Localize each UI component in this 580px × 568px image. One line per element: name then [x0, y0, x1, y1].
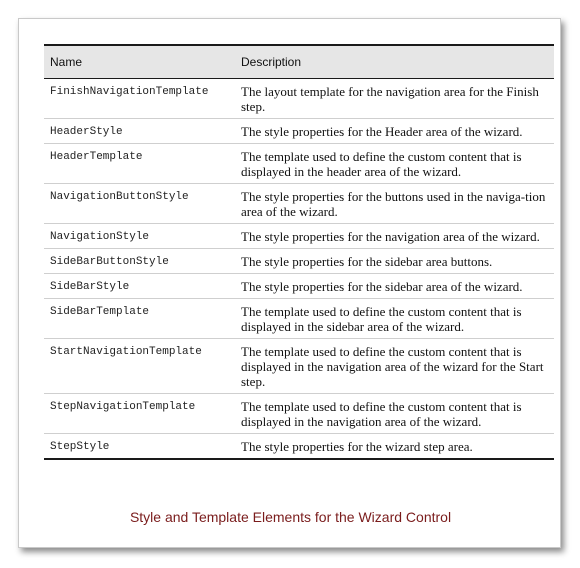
property-description: The template used to define the custom content that is displayed in the sidebar area of the wizard.: [235, 299, 554, 339]
property-name: SideBarTemplate: [44, 299, 235, 339]
property-name: NavigationStyle: [44, 224, 235, 249]
property-name: StepStyle: [44, 434, 235, 460]
table-row: [44, 184, 554, 224]
property-description: The template used to define the custom content that is displayed in the navigation area of the wizard.: [235, 394, 554, 434]
table-row: [44, 394, 554, 434]
column-header-description: Description: [235, 45, 554, 79]
property-description: The style properties for the navigation area of the wizard.: [235, 224, 554, 249]
table-header: [44, 45, 554, 79]
property-name: StartNavigationTemplate: [44, 339, 235, 394]
figure-frame: [18, 18, 561, 548]
table-row: [44, 274, 554, 299]
property-name: SideBarButtonStyle: [44, 249, 235, 274]
property-description: The style properties for the buttons used in the naviga-tion area of the wizard.: [235, 184, 554, 224]
table-row: [44, 249, 554, 274]
property-name: NavigationButtonStyle: [44, 184, 235, 224]
table-row: [44, 224, 554, 249]
figure-caption: Style and Template Elements for the Wizard Control: [129, 509, 452, 525]
table-row: [44, 299, 554, 339]
table-row: [44, 79, 554, 119]
properties-table: [44, 44, 554, 460]
table-row: [44, 119, 554, 144]
property-description: The layout template for the navigation area for the Finish step.: [235, 79, 554, 119]
table-row: [44, 339, 554, 394]
property-description: The style properties for the Header area of the wizard.: [235, 119, 554, 144]
property-name: SideBarStyle: [44, 274, 235, 299]
property-description: The style properties for the sidebar area of the wizard.: [235, 274, 554, 299]
table-body: [44, 79, 554, 460]
property-name: StepNavigationTemplate: [44, 394, 235, 434]
property-description: The style properties for the wizard step area.: [235, 434, 554, 460]
property-name: HeaderStyle: [44, 119, 235, 144]
property-name: FinishNavigationTemplate: [44, 79, 235, 119]
property-description: The template used to define the custom content that is displayed in the header area of the wizard.: [235, 144, 554, 184]
table-row: [44, 434, 554, 460]
table-row: [44, 144, 554, 184]
property-description: The style properties for the sidebar area buttons.: [235, 249, 554, 274]
property-description: The template used to define the custom content that is displayed in the navigation area of the wizard for the Start step.: [235, 339, 554, 394]
property-name: HeaderTemplate: [44, 144, 235, 184]
column-header-name: Name: [44, 45, 235, 79]
table-header-row: [44, 45, 554, 79]
